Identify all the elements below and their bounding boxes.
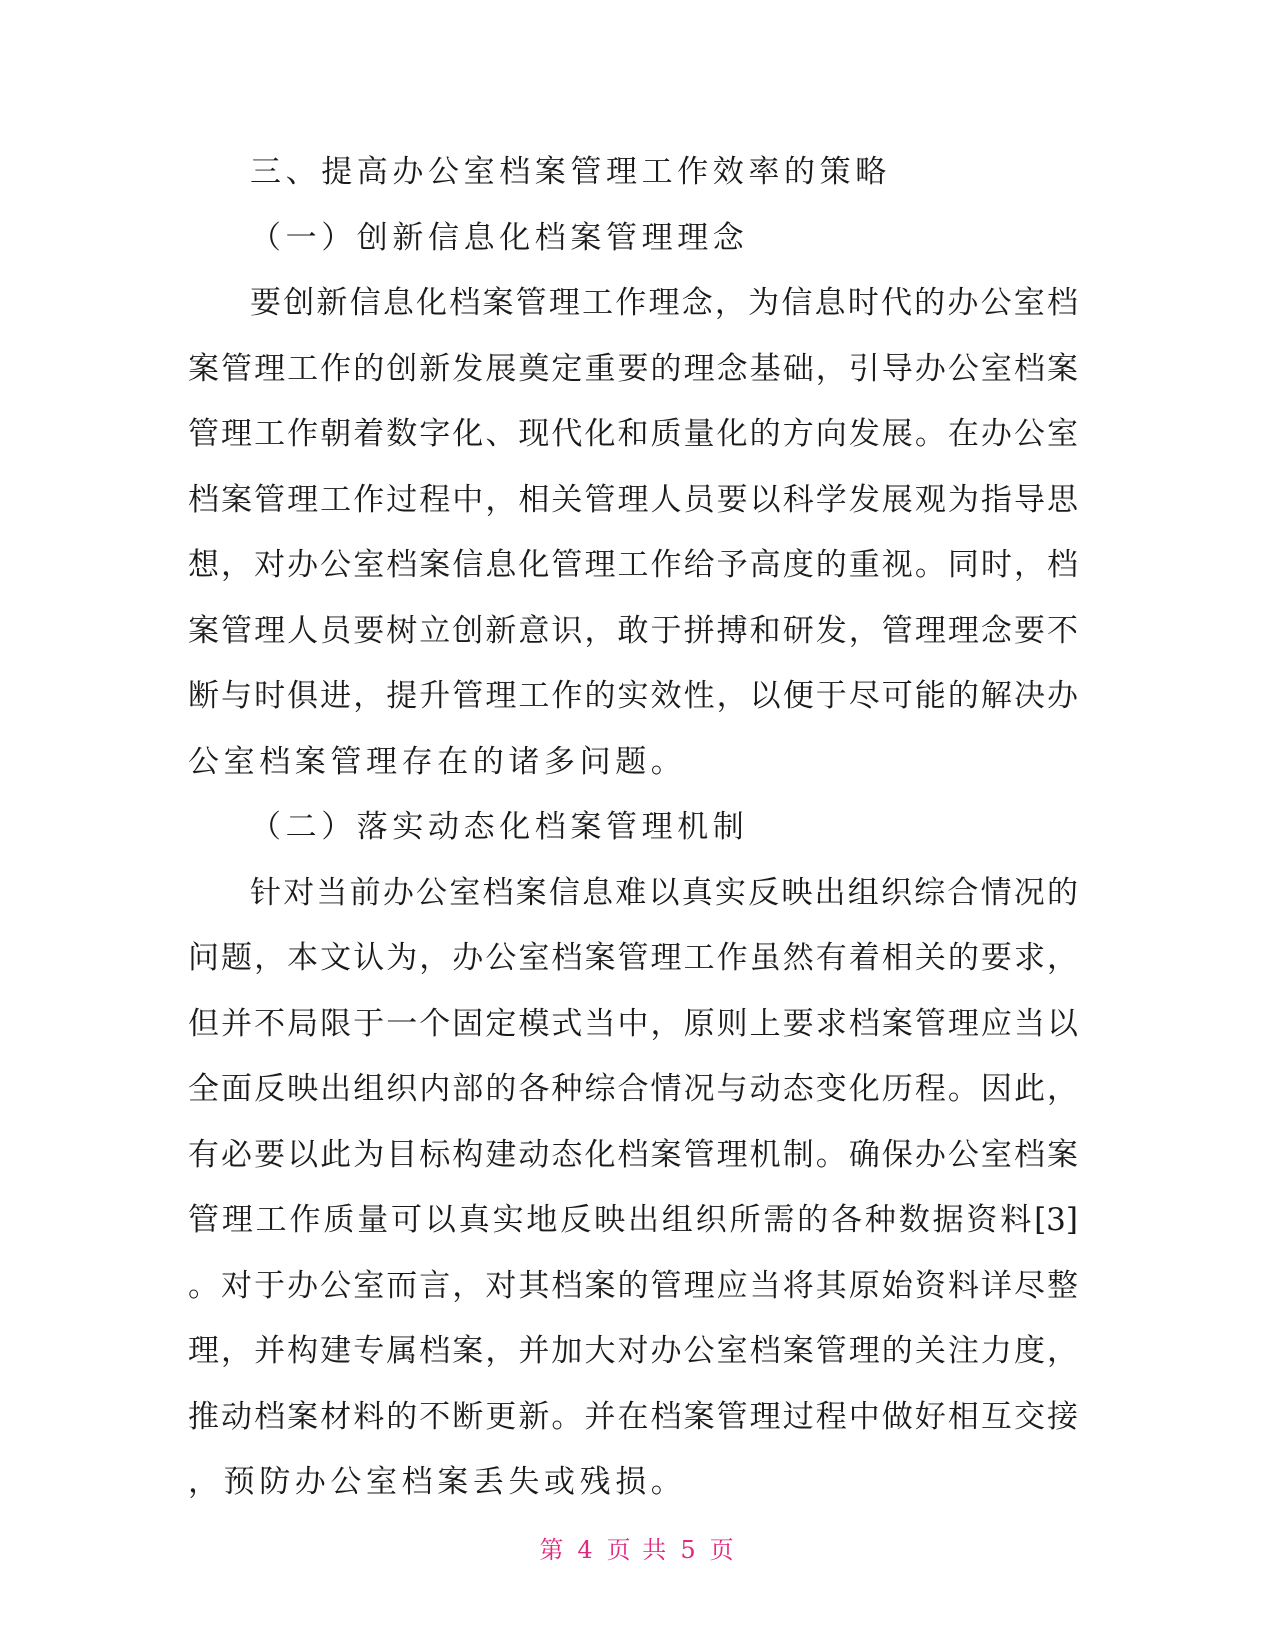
- paragraph-line: 案管理工作的创新发展奠定重要的理念基础，引导办公室档案: [188, 350, 1078, 387]
- footer-mid: 页 共: [606, 1536, 669, 1564]
- paragraph-line: 推动档案材料的不断更新。并在档案管理过程中做好相互交接: [188, 1398, 1078, 1435]
- paragraph-line: 理，并构建专属档案，并加大对办公室档案管理的关注力度，: [188, 1333, 1078, 1369]
- footer-current-page: 4: [577, 1536, 595, 1564]
- paragraph-line: 案管理人员要树立创新意识，敢于拼搏和研发，管理理念要不: [188, 612, 1078, 649]
- footer-total-pages: 5: [680, 1536, 698, 1564]
- document-body: [188, 140, 1078, 1516]
- section-heading: 三、提高办公室档案管理工作效率的策略: [250, 154, 891, 190]
- paragraph-line: 断与时俱进，提升管理工作的实效性，以便于尽可能的解决办: [188, 678, 1078, 714]
- paragraph-line: 但并不局限于一个固定模式当中，原则上要求档案管理应当以: [188, 1005, 1078, 1042]
- paragraph-line: 针对当前办公室档案信息难以真实反映出组织综合情况的: [250, 874, 1078, 911]
- footer-prefix: 第: [539, 1536, 566, 1564]
- paragraph-line: 问题，本文认为，办公室档案管理工作虽然有着相关的要求，: [188, 940, 1078, 976]
- paragraph-line: 有必要以此为目标构建动态化档案管理机制。确保办公室档案: [188, 1136, 1078, 1173]
- paragraph-line: 想，对办公室档案信息化管理工作给予高度的重视。同时，档: [188, 547, 1078, 583]
- paragraph-line: ，预防办公室档案丢失或残损。: [188, 1464, 687, 1500]
- subsection-heading-2: （二）落实动态化档案管理机制: [250, 809, 749, 845]
- subsection-heading-1: （一）创新信息化档案管理理念: [250, 219, 749, 256]
- paragraph-line: 管理工作朝着数字化、现代化和质量化的方向发展。在办公室: [188, 416, 1078, 452]
- paragraph-line: 全面反映出组织内部的各种综合情况与动态变化历程。因此，: [188, 1071, 1078, 1107]
- page-footer: [0, 1530, 1275, 1565]
- paragraph-line: 管理工作质量可以真实地反映出组织所需的各种数据资料[3]: [188, 1202, 1078, 1238]
- paragraph-line: 档案管理工作过程中，相关管理人员要以科学发展观为指导思: [188, 481, 1078, 518]
- paragraph-line: 要创新信息化档案管理工作理念，为信息时代的办公室档: [250, 285, 1078, 321]
- paragraph-line: 。对于办公室而言，对其档案的管理应当将其原始资料详尽整: [188, 1267, 1078, 1304]
- footer-suffix: 页: [709, 1536, 736, 1564]
- paragraph-line: 公室档案管理存在的诸多问题。: [188, 743, 687, 780]
